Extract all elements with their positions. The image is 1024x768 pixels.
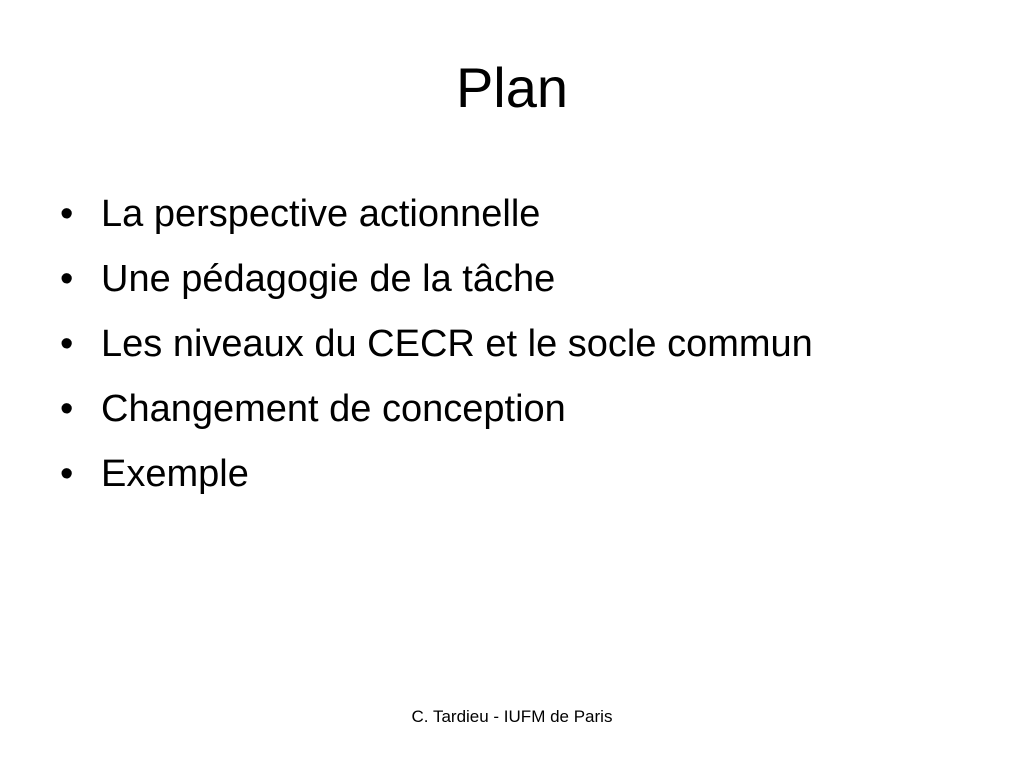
list-item-label: La perspective actionnelle	[101, 193, 541, 235]
list-item	[60, 255, 1000, 303]
slide-footer: C. Tardieu - IUFM de Paris	[411, 707, 613, 726]
list-item	[60, 385, 1000, 433]
bullet-list	[60, 190, 1000, 515]
bullet-icon: •	[60, 453, 74, 495]
bullet-icon: •	[60, 193, 74, 235]
bullet-icon: •	[60, 323, 74, 365]
bullet-icon: •	[60, 388, 74, 430]
bullet-icon: •	[60, 258, 74, 300]
list-item	[60, 320, 1000, 368]
list-item	[60, 190, 1000, 238]
slide-title: Plan	[455, 56, 569, 119]
list-item	[60, 450, 1000, 498]
list-item-label: Une pédagogie de la tâche	[101, 258, 556, 300]
list-item-label: Changement de conception	[101, 388, 566, 430]
list-item-label: Les niveaux du CECR et le socle commun	[101, 323, 813, 365]
list-item-label: Exemple	[101, 453, 249, 495]
